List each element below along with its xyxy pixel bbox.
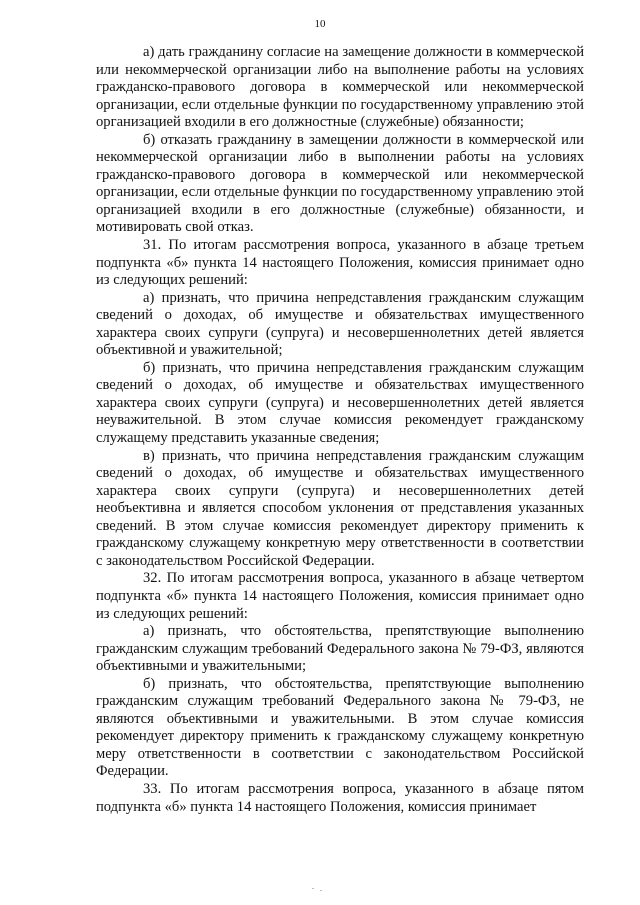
paragraph-refusal-option-b: б) отказать гражданину в замещении должности в коммерческой или некоммерческой организации либо в выполнении работы на условиях гражданско-правового договора в коммерческой или некоммерческой организации, если отдельные функции по государственному управлению этой организацией входили в его должностные (служебные) обязанности, и мотивировать свой отказ. — [96, 131, 584, 236]
paragraph-item-31: 31. По итогам рассмотрения вопроса, указанного в абзаце третьем подпункта «б» пункта 14 настоящего Положения, комиссия принимает одно из следующих решений: — [96, 237, 584, 289]
document-body — [96, 44, 584, 816]
paragraph-item-32: 32. По итогам рассмотрения вопроса, указанного в абзаце четвертом подпункта «б» пункта 14 настоящего Положения, комиссия принимает одно из следующих решений: — [96, 570, 584, 622]
paragraph-item-31-option-b: б) признать, что причина непредставления гражданским служащим сведений о доходах, об имуществе и обязательствах имущественного характера своих супруги (супруга) и несовершеннолетних детей является неуважительной. В этом случае комиссия рекомендует гражданскому служащему представить указанные сведения; — [96, 359, 584, 447]
scan-speck — [312, 888, 314, 889]
paragraph-item-33: 33. По итогам рассмотрения вопроса, указанного в абзаце пятом подпункта «б» пункта 14 настоящего Положения, комиссия принимает — [96, 780, 584, 815]
page-number: 10 — [314, 18, 326, 30]
scan-speck — [320, 890, 322, 891]
paragraph-item-32-option-a: а) признать, что обстоятельства, препятствующие выполнению гражданским служащим требований Федерального закона № 79-ФЗ, являются объективными и уважительными; — [96, 623, 584, 675]
paragraph-item-31-option-c: в) признать, что причина непредставления гражданским служащим сведений о доходах, об имуществе и обязательствах имущественного характера своих супруги (супруга) и несовершеннолетних детей необъективна и является способом уклонения от представления указанных сведений. В этом случае комиссия рекомендует директору применить к гражданскому служащему конкретную меру ответственности в соответствии с законодательством Российской Федерации. — [96, 447, 584, 569]
paragraph-item-31-option-a: а) признать, что причина непредставления гражданским служащим сведений о доходах, об имуществе и обязательствах имущественного характера своих супруги (супруга) и несовершеннолетних детей является объективной и уважительной; — [96, 289, 584, 359]
paragraph-consent-option-a: а) дать гражданину согласие на замещение должности в коммерческой или некоммерческой организации либо на выполнение работы на условиях гражданско-правового договора в коммерческой или некоммерческой организации, если отдельные функции по государственному управлению этой организацией входили в его должностные (служебные) обязанности; — [96, 44, 584, 131]
paragraph-item-32-option-b: б) признать, что обстоятельства, препятствующие выполнению гражданским служащим требований Федерального закона № 79-ФЗ, не являются объективными и уважительными. В этом случае комиссия рекомендует директору применить к гражданскому служащему конкретную меру ответственности в соответствии с законодательством Российской Федерации. — [96, 675, 584, 780]
